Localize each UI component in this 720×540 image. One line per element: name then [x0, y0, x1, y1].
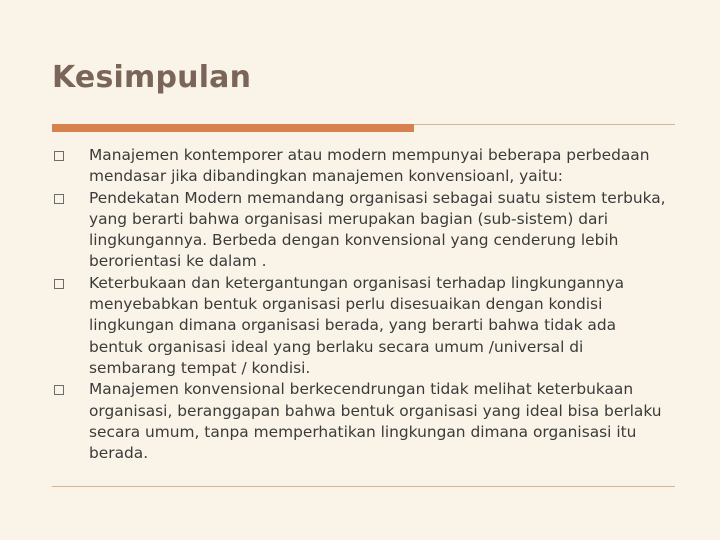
bullet-text: Pendekatan Modern memandang organisasi sebagai suatu sistem terbuka, yang berarti bahwa organisasi merupakan bagian (sub-sistem) dari lingkungannya. Berbeda dengan konvensional yang cenderung lebih berorientasi ke dalam . — [89, 188, 666, 271]
bullet-item — [54, 379, 674, 464]
hollow-square-icon — [54, 194, 64, 204]
bullet-text: Keterbukaan dan ketergantungan organisasi terhadap lingkungannya menyebabkan bentuk organisasi perlu disesuaikan dengan kondisi lingkungan dimana organisasi berada, yang berarti bahwa tidak ada bentuk organisasi ideal yang berlaku secara umum /universal di sembarang tempat / kondisi. — [89, 273, 625, 377]
title-accent-rule — [52, 124, 414, 132]
slide-title: Kesimpulan — [52, 60, 252, 95]
hollow-square-icon — [54, 151, 64, 161]
footer-divider-line — [52, 486, 675, 487]
bullet-item — [54, 145, 674, 188]
bullet-item — [54, 273, 674, 379]
bullet-text: Manajemen konvensional berkecendrungan tidak melihat keterbukaan organisasi, beranggapan bahwa bentuk organisasi yang ideal bisa berlaku secara umum, tanpa memperhatikan lingkungan dimana organisasi itu berada. — [89, 380, 662, 463]
title-divider-line — [414, 124, 675, 125]
hollow-square-icon — [54, 385, 64, 395]
bullet-item — [54, 188, 674, 273]
bullet-text: Manajemen kontemporer atau modern mempunyai beberapa perbedaan mendasar jika dibandingkan manajemen konvensioanl, yaitu: — [89, 146, 650, 186]
hollow-square-icon — [54, 279, 64, 289]
bullet-list — [54, 145, 674, 464]
